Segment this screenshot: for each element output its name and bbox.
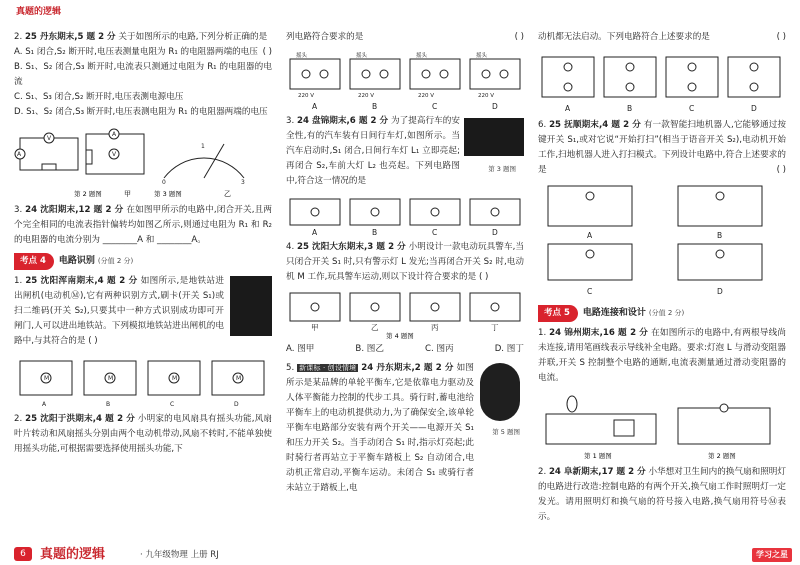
question-1-kd5	[538, 326, 786, 386]
figure-label: 丁	[491, 323, 499, 332]
option-b: B. S₁、S₂ 闭合,S₃ 断开时,电流表只测通过电阻为 R₁ 的电阻器的电流	[14, 62, 272, 87]
option-label: C	[689, 104, 695, 113]
circuit-options-q5	[538, 49, 786, 115]
svg-text:0: 0	[162, 179, 166, 186]
label-head: 摇头	[416, 53, 428, 59]
label-head: 摇头	[356, 53, 368, 59]
question-number: 2.	[14, 32, 23, 42]
svg-text:V: V	[112, 151, 117, 158]
figure-caption: 第 3 题图	[488, 165, 516, 173]
svg-text:1: 1	[201, 143, 205, 150]
figure-caption: 第 5 题图	[492, 428, 520, 436]
option-d: D. S₁、S₂ 闭合,S₃ 断开时,电压表测电阻为 R₁ 的电阻器两端的电压	[14, 107, 268, 117]
question-number: 1.	[538, 328, 547, 338]
section-title: 电路连接和设计	[582, 308, 646, 318]
question-source: 24 阜新期末,17 题 2 分	[548, 467, 646, 477]
motor-label: M	[236, 375, 242, 382]
options-circuits-q1	[14, 353, 272, 409]
answer-paren: ( )	[776, 32, 786, 42]
question-source: 24 丹东期末,2 题 2 分	[361, 363, 454, 373]
motor-label: M	[108, 375, 114, 382]
question-text: 小明家的电风扇具有摇头功能,风扇叶片转动和风扇摇头分别由两个电动机带动,风扇不转时,不能单独使用摇头功能,可根据需要选择使用摇头功能,下	[14, 414, 273, 454]
figure-caption: 第 2 题图	[74, 190, 102, 198]
figure-q2-q3	[14, 124, 272, 200]
answer-paren: ( )	[262, 47, 272, 57]
column-middle	[286, 30, 524, 500]
options-circuits-q3	[286, 193, 524, 237]
circuit-options-lights	[286, 193, 524, 237]
option-a: A. 图甲	[286, 344, 315, 354]
option-label: B	[627, 104, 633, 113]
question-5-tail	[538, 30, 786, 45]
question-source: 24 锦州期末,16 题 2 分	[549, 328, 649, 338]
option-label: D	[717, 287, 723, 296]
option-label: D	[492, 102, 498, 111]
page-footer	[0, 543, 800, 565]
option-label: B	[372, 228, 378, 237]
figures-kd5	[538, 390, 786, 462]
question-text: 如图所示是某品牌的单轮平衡车,它是依靠电力驱动及人体平衡能力控制的代步工具。骑行时,蓄电池给平衡车上的电动机提供动力,为了确保安全,该单轮平衡车电路部分安装有两个开关——电源开关 S₁ 和压力开关 S₂。当手动闭合 S₁ 时,指示灯亮起;此时骑行者再站立于平衡车踏板上 S₂ 自动闭合,电动机正常启动,平衡车运动。未闭合 S₁ 或骑行者未站立于踏板上,电	[286, 363, 474, 493]
page-number: 6	[14, 547, 32, 561]
circuit-figures-kd5	[538, 390, 786, 462]
answer-paren: ( )	[478, 272, 489, 282]
section-header-kd5	[538, 305, 786, 322]
label-voltage: 220 V	[418, 93, 435, 99]
section-title: 电路识别	[58, 256, 95, 266]
question-source: 24 沈阳期末,12 题 2 分	[25, 205, 124, 215]
option-label: B	[372, 102, 378, 111]
option-label: C	[587, 287, 593, 296]
question-2-kd4	[14, 412, 272, 457]
question-source: 25 丹东期末,5 题 2 分	[24, 32, 116, 42]
figure-label: 甲	[311, 323, 319, 332]
answer-paren: ( )	[88, 336, 98, 346]
svg-text:3: 3	[241, 179, 245, 186]
question-3	[14, 203, 272, 248]
option-label: D	[234, 401, 239, 408]
question-source: 25 抚顺期末,4 题 2 分	[549, 120, 641, 130]
question-2	[14, 30, 272, 120]
question-5-balance-car	[286, 361, 524, 496]
option-b: B. 图乙	[355, 344, 384, 354]
options-circuits-q6	[538, 182, 786, 300]
figure-caption: 第 1 题图	[584, 452, 612, 460]
book-subtitle: · 九年级物理 上册 RJ	[140, 550, 219, 560]
publisher-logo: 学习之星	[752, 548, 792, 562]
car-light-photo	[464, 118, 524, 156]
question-number: 1.	[14, 276, 23, 286]
unicycle-photo	[480, 363, 520, 421]
question-2-kd5	[538, 465, 786, 525]
question-text: 有一款智能扫地机器人,它能够通过按键开关 S₁,或对它说“开始打扫”(相当于语音开关 S₂),电动机开始工作,扫地机器人进入打扫模式。下列设计电路中,符合上述要求的是	[538, 120, 787, 175]
figure-caption: 第 3 题图	[154, 190, 182, 198]
figure-label-jia: 甲	[124, 190, 131, 198]
motor-label: M	[172, 375, 178, 382]
circuit-options-q1	[14, 353, 272, 409]
option-label: C	[170, 401, 175, 408]
option-label: B	[717, 231, 723, 240]
turnstile-photo	[230, 276, 272, 336]
label-voltage: 220 V	[478, 93, 495, 99]
question-1-kd4	[14, 274, 272, 349]
question-text: 如图所示,是地铁站进出闸机(电动机Ⓜ),它有两种识别方式,刷卡(开关 S₁)或扫二维码(开关 S₂),只要其中一种方式识别成功即可开闸门,人可以进出地铁站。下列模拟地铁站进出闸机的电路中,与其符合的是	[14, 276, 225, 346]
options-circuits-q2	[286, 49, 524, 111]
option-label: A	[312, 228, 318, 237]
option-label: A	[312, 102, 318, 111]
question-number: 3.	[14, 205, 23, 215]
question-source: 25 沈阳浑南期末,4 题 2 分	[25, 276, 138, 286]
answer-paren: ( )	[514, 32, 524, 42]
svg-text:V: V	[47, 135, 52, 142]
answer-blank[interactable]: ________A	[102, 235, 143, 245]
option-label: B	[106, 401, 111, 408]
question-number: 5.	[286, 363, 295, 373]
svg-text:A: A	[112, 131, 117, 138]
circuits-q4	[286, 289, 524, 339]
question-4-options	[286, 342, 524, 357]
figure-label-yi: 乙	[224, 190, 231, 198]
question-text: 列电路符合要求的是	[286, 32, 364, 42]
figure-label: 丙	[431, 323, 439, 332]
answer-blank[interactable]: ________A。	[157, 235, 206, 245]
section-tag: 考点 5	[538, 305, 578, 322]
label-voltage: 220 V	[298, 93, 315, 99]
option-label: D	[751, 104, 757, 113]
option-label: D	[492, 228, 498, 237]
label-voltage: 220 V	[358, 93, 375, 99]
figure-caption: 第 4 题图	[386, 332, 414, 339]
question-number: 4.	[286, 242, 295, 252]
option-label: C	[432, 102, 438, 111]
question-3-car	[286, 114, 524, 189]
new-standard-tag: 新课标 · 创设情境	[299, 364, 357, 372]
svg-text:A: A	[17, 151, 22, 158]
option-label: C	[432, 228, 438, 237]
question-text: 小华想对卫生间内的换气扇和照明灯的电路进行改造:控制电路的有两个开关,换气扇工作时照明灯一定发光。请用照明灯和换气扇的符号接入电路,换气扇用符号Ⓜ表示。	[538, 467, 786, 522]
circuit-options-q6	[538, 182, 786, 300]
section-score: (分值 2 分)	[97, 257, 134, 265]
circuit-options-fan	[286, 49, 524, 111]
section-header-kd4	[14, 253, 272, 270]
figure-label: 乙	[371, 323, 379, 332]
page-header-title: 真题的逻辑	[16, 7, 62, 17]
question-number: 3.	[286, 116, 295, 126]
section-tag: 考点 4	[14, 253, 54, 270]
option-a: A. S₁ 闭合,S₂ 断开时,电压表测量电阻为 R₁ 的电阻器两端的电压	[14, 47, 258, 57]
column-right	[538, 30, 786, 529]
figure-caption: 第 2 题图	[708, 452, 736, 460]
label-head: 摇头	[476, 53, 488, 59]
option-label: A	[587, 231, 593, 240]
motor-label: M	[44, 375, 50, 382]
question-text: 小明设计一款电动玩具警车,当只闭合开关 S₁ 时,只有警示灯 L 发光;当再闭合开关 S₂ 时,电动机 M 工作,玩具警车运动,则以下设计符合要求的是	[286, 242, 525, 282]
section-score: (分值 2 分)	[648, 309, 685, 317]
text-and: 和	[145, 235, 155, 245]
question-number: 2.	[14, 414, 23, 424]
question-source: 24 盘锦期末,6 题 2 分	[296, 116, 389, 126]
option-c: C. 图丙	[425, 344, 454, 354]
option-label: A	[565, 104, 571, 113]
options-circuits-q5	[538, 49, 786, 115]
question-source: 25 沈阳大东期末,3 题 2 分	[297, 242, 406, 252]
question-text: 关于如图所示的电路,下列分析正确的是	[118, 32, 268, 42]
question-source: 25 沈阳于洪期末,4 题 2 分	[25, 414, 135, 424]
option-label: A	[42, 401, 47, 408]
question-4-police-car	[286, 240, 524, 285]
option-d: D. 图丁	[494, 344, 524, 354]
circuit-diagram-q2	[14, 124, 272, 200]
question-2-tail	[286, 30, 524, 45]
column-left	[14, 30, 272, 461]
question-6-robot	[538, 118, 786, 178]
question-text: 在如图甲所示的电路中,闭合开关,且两个完全相同的电流表指针偏转均如图乙所示,则通过电阻为 R₁ 和 R₂ 的电阻器的电流分别为	[14, 205, 273, 245]
option-c: C. S₁、S₃ 闭合,S₂ 断开时,电压表测电源电压	[14, 92, 184, 102]
circuit-options-q4	[286, 289, 524, 339]
answer-paren: ( )	[776, 165, 786, 175]
question-text: 在如图所示的电路中,有两根导线尚未连接,请用笔画线表示导线补全电路。要求:灯泡 L 与滑动变阻器并联,开关 S 控制整个电路的通断,电流表测量通过滑动变阻器的电流。	[538, 328, 787, 383]
book-title: 真题的逻辑	[40, 547, 106, 562]
question-text: 为了提高行车的安全性,有的汽车装有日间行车灯,如图所示。当汽车启动时,S₁ 闭合,日间行车灯 L₁ 立即亮起;再闭合 S₂,车前大灯 L₂ 也亮起。下列电路图中,符合这一情况的是	[286, 116, 460, 186]
question-number: 6.	[538, 120, 547, 130]
label-head: 摇头	[296, 53, 308, 59]
question-number: 2.	[538, 467, 547, 477]
question-text: 动机都无法启动。下列电路符合上述要求的是	[538, 32, 710, 42]
